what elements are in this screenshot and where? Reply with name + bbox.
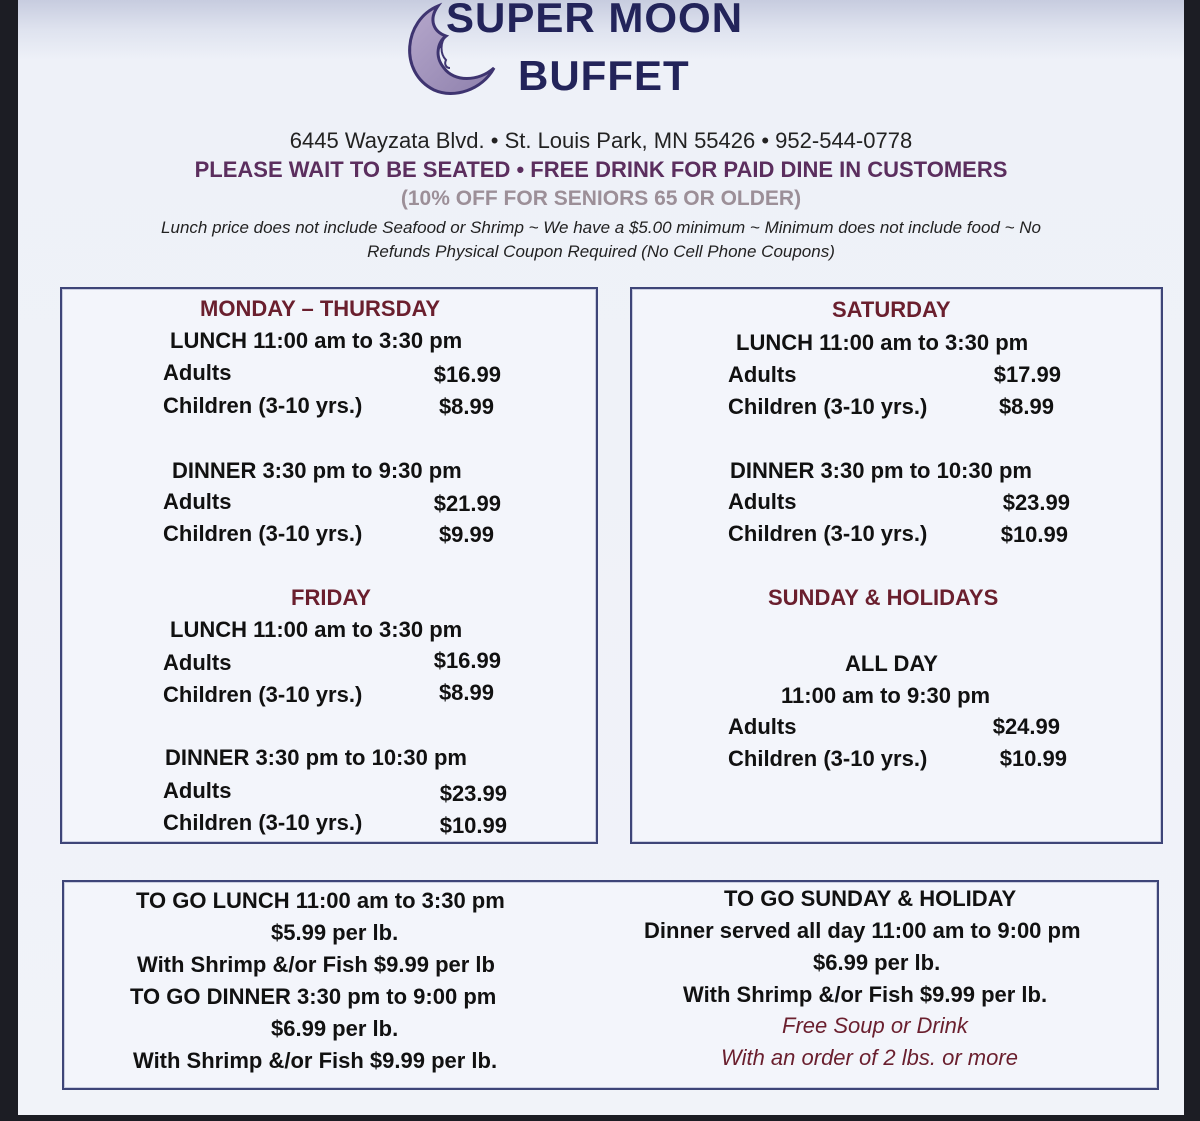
fine-print-line2: Refunds Physical Coupon Required (No Cell Phone Coupons) bbox=[367, 242, 835, 261]
to-go-lunch-price: $5.99 per lb. bbox=[271, 920, 399, 945]
to-go-lunch-title: TO GO LUNCH 11:00 am to 3:30 pm bbox=[136, 888, 505, 913]
saturday-lunch-children-price: $8.99 bbox=[998, 394, 1054, 419]
to-go-dinner-title: TO GO DINNER 3:30 pm to 9:00 pm bbox=[130, 984, 497, 1009]
sunday-allday-title: ALL DAY bbox=[845, 651, 938, 676]
friday-lunch-adults-price: $16.99 bbox=[433, 648, 501, 673]
saturday-dinner-children-label: Children (3-10 yrs.) bbox=[728, 521, 928, 546]
mon-thu-lunch-adults-price: $16.99 bbox=[433, 362, 501, 387]
brand-name-line2: BUFFET bbox=[518, 52, 690, 99]
mon-thu-lunch-adults-label: Adults bbox=[163, 360, 232, 385]
mon-thu-dinner-children-price: $9.99 bbox=[438, 522, 494, 547]
sunday-adults-label: Adults bbox=[728, 714, 797, 739]
friday-dinner-title: DINNER 3:30 pm to 10:30 pm bbox=[165, 745, 467, 770]
saturday-lunch-adults-label: Adults bbox=[728, 362, 797, 387]
saturday-dinner-adults-price: $23.99 bbox=[1002, 490, 1070, 515]
sunday-heading: SUNDAY & HOLIDAYS bbox=[768, 585, 999, 610]
saturday-dinner-children-price: $10.99 bbox=[1000, 522, 1068, 547]
order-minimum-note: With an order of 2 lbs. or more bbox=[721, 1045, 1018, 1070]
saturday-dinner-adults-label: Adults bbox=[728, 489, 797, 514]
mon-thu-lunch-children-price: $8.99 bbox=[438, 394, 494, 419]
seating-notice: PLEASE WAIT TO BE SEATED • FREE DRINK FOR PAID DINE IN CUSTOMERS bbox=[194, 157, 1008, 182]
mon-thu-lunch-children-label: Children (3-10 yrs.) bbox=[163, 393, 363, 418]
mon-thu-dinner-title: DINNER 3:30 pm to 9:30 pm bbox=[172, 458, 462, 483]
friday-dinner-adults-label: Adults bbox=[163, 778, 232, 803]
to-go-sunday-price: $6.99 per lb. bbox=[813, 950, 941, 975]
free-soup-note: Free Soup or Drink bbox=[782, 1013, 968, 1038]
friday-dinner-children-label: Children (3-10 yrs.) bbox=[163, 810, 363, 835]
friday-dinner-adults-price: $23.99 bbox=[439, 781, 507, 806]
to-go-sunday-shrimp-price: With Shrimp &/or Fish $9.99 per lb. bbox=[683, 982, 1048, 1007]
mon-thu-dinner-adults-price: $21.99 bbox=[433, 491, 501, 516]
friday-lunch-children-label: Children (3-10 yrs.) bbox=[163, 682, 363, 707]
friday-lunch-adults-label: Adults bbox=[163, 650, 232, 675]
sunday-children-label: Children (3-10 yrs.) bbox=[728, 746, 928, 771]
to-go-lunch-shrimp-price: With Shrimp &/or Fish $9.99 per lb bbox=[137, 952, 495, 977]
mon-thu-lunch-title: LUNCH 11:00 am to 3:30 pm bbox=[170, 328, 463, 353]
mon-thu-heading: MONDAY – THURSDAY bbox=[200, 296, 441, 321]
to-go-dinner-shrimp-price: With Shrimp &/or Fish $9.99 per lb. bbox=[133, 1048, 498, 1073]
senior-discount: (10% OFF FOR SENIORS 65 OR OLDER) bbox=[400, 187, 802, 210]
sunday-hours: 11:00 am to 9:30 pm bbox=[781, 683, 991, 708]
saturday-lunch-children-label: Children (3-10 yrs.) bbox=[728, 394, 928, 419]
to-go-sunday-title: TO GO SUNDAY & HOLIDAY bbox=[724, 886, 1017, 911]
address-line: 6445 Wayzata Blvd. • St. Louis Park, MN 55426 • 952-544-0778 bbox=[289, 128, 913, 153]
saturday-lunch-adults-price: $17.99 bbox=[993, 362, 1061, 387]
friday-dinner-children-price: $10.99 bbox=[439, 813, 507, 838]
saturday-dinner-title: DINNER 3:30 pm to 10:30 pm bbox=[730, 458, 1032, 483]
saturday-lunch-title: LUNCH 11:00 am to 3:30 pm bbox=[736, 330, 1029, 355]
fine-print-line1: Lunch price does not include Seafood or Shrimp ~ We have a $5.00 minimum ~ Minimum does not include food ~ No bbox=[161, 218, 1041, 237]
saturday-heading: SATURDAY bbox=[832, 297, 951, 322]
mon-thu-dinner-children-label: Children (3-10 yrs.) bbox=[163, 521, 363, 546]
friday-lunch-children-price: $8.99 bbox=[438, 680, 494, 705]
to-go-dinner-price: $6.99 per lb. bbox=[271, 1016, 399, 1041]
menu-sheet bbox=[18, 0, 1184, 1115]
mon-thu-dinner-adults-label: Adults bbox=[163, 489, 232, 514]
friday-heading: FRIDAY bbox=[291, 585, 371, 610]
brand-name-line1: SUPER MOON bbox=[446, 0, 744, 41]
sunday-children-price: $10.99 bbox=[999, 746, 1067, 771]
friday-lunch-title: LUNCH 11:00 am to 3:30 pm bbox=[170, 617, 463, 642]
to-go-sunday-hours: Dinner served all day 11:00 am to 9:00 pm bbox=[644, 918, 1081, 943]
sunday-adults-price: $24.99 bbox=[992, 714, 1060, 739]
